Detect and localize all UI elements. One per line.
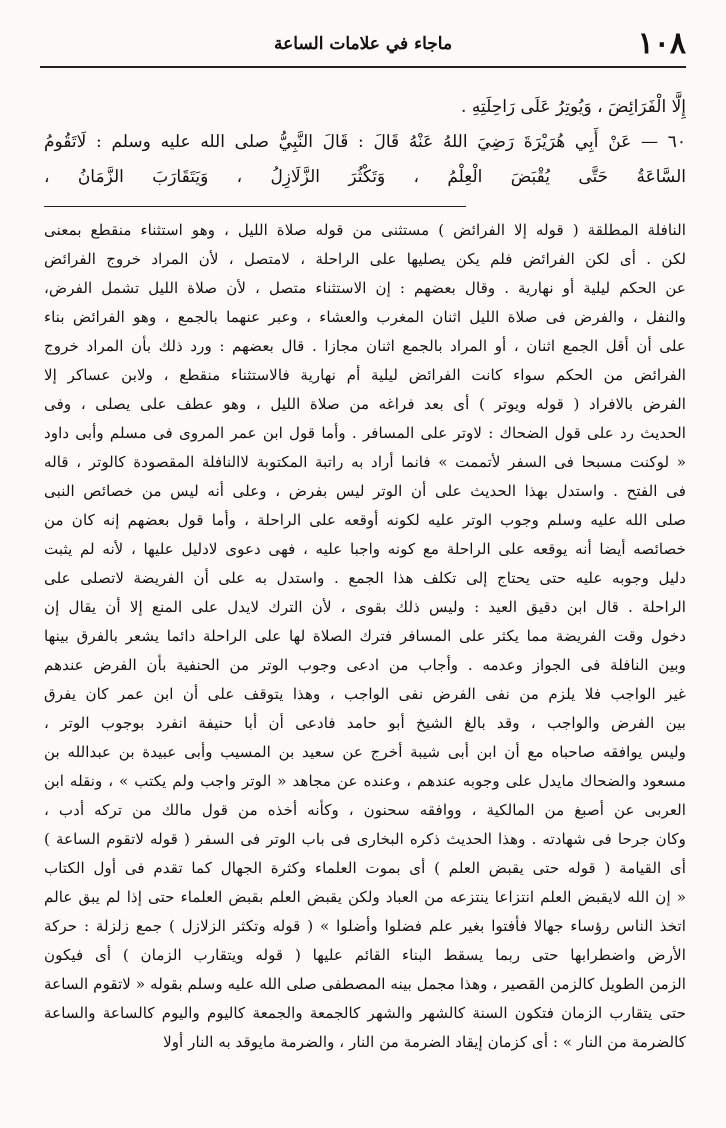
commentary-line: دخول وقت الفريضة مما يكثر على المسافر فترك الصلاة لها على الراحلة دائما يشعر بالفرق بينها bbox=[44, 627, 686, 645]
page-number: ١٠٨ bbox=[637, 26, 686, 61]
commentary-line: وليس يوافقه صاحباه مع أن ابن أبى شيبة أخرج عن سعيد بن المسيب وأبى عبيدة بن عبدالله بن bbox=[44, 743, 686, 761]
commentary-line: بين الفرض والواجب ، وقد بالغ الشيخ أبو حامد فادعى أن أبا حنيفة انفرد بوجوب الوتر ، bbox=[44, 714, 686, 732]
commentary-line: فى الفتح . واستدل بهذا الحديث على أن الوتر ليس بفرض ، وعلى أنه ليس من خصائص النبى bbox=[44, 482, 686, 500]
commentary-line: صلى الله عليه وسلم وجوب الوتر عليه لكونه أوقعه على الراحلة ، وأما قول بعضهم إنه كان من bbox=[44, 511, 686, 529]
commentary-line: النافلة المطلقة ( قوله إلا الفرائض ) مستثنى من قوله صلاة الليل ، وهو استثناء منقطع بمعنى bbox=[44, 221, 686, 239]
commentary-line: على أن أقل الجمع اثنان ، أو المراد بالجمع اثنان مجازا . قال بعضهم : ورد ذلك بأن المراد خروج bbox=[44, 337, 686, 355]
footnote-separator bbox=[44, 206, 466, 207]
commentary-line: عن الحكم ليلية أو نهارية . وقال بعضهم : إن الاستثناء متصل ، لأن صلاة الليل تشمل الفرض، bbox=[44, 279, 686, 297]
commentary-line: « إن الله لايقبض العلم انتزاعا ينتزعه من العباد ولكن يقبض العلم بقبض العلماء حتى إذا لم يبق عالم bbox=[44, 888, 686, 906]
commentary-line: خصائصه أيضا أنه يوقعه على الراحلة مع كونه واجبا عليه ، فهى دعوى لادليل عليها ، لأنه لم يثبت bbox=[44, 540, 686, 558]
commentary-line: غير الواجب فلا يلزم من نفى الفرض نفى الواجب ، وهذا يتوقف على أن ابن عمر كان يفرق bbox=[44, 685, 686, 703]
commentary-line: الفرائض من الحكم سواء كانت الفرائض ليلية أم نهارية فالاستثناء منقطع ، ولابن عساكر إلا bbox=[44, 366, 686, 384]
page-header bbox=[40, 22, 686, 68]
commentary-line: والنفل ، والفرض فى صلاة الليل اثنان المغرب والعشاء ، وعبر عنهما بالجمع ، وهو الفرائض بناء bbox=[44, 308, 686, 326]
running-title: ماجاء في علامات الساعة bbox=[273, 34, 453, 54]
commentary-line: لكن . أى لكن الفرائض فلم يكن يصليها على الراحلة ، لامتصل ، لأن المراد خروج الفرائض bbox=[44, 250, 686, 268]
commentary-line: وبين النافلة فى الجواز وعدمه . وأجاب من ادعى وجوب الوتر من الحنفية بأن الفرض عندهم bbox=[44, 656, 686, 674]
commentary-text bbox=[44, 216, 686, 1057]
commentary-line: الفرض بالافراد ( قوله ويوتر ) أى بعد فراغه من صلاة الليل ، وهو عطف على يصلى ، وفى bbox=[44, 395, 686, 413]
commentary-line: وكان جرحا فى شهادته . وهذا الحديث ذكره البخارى فى باب الوتر فى السفر ( قوله لاتقوم الساعة ) bbox=[44, 830, 686, 848]
commentary-line: الحديث رد على قول الضحاك : لاوتر على المسافر . وأما قول ابن عمر المروى فى مسلم وأبى داود bbox=[44, 424, 686, 442]
commentary-line: دليل وجوبه عليه حتى يحتاج إلى تكلف هذا الجمع . واستدل به على أن الفريضة لاتصلى على bbox=[44, 569, 686, 587]
commentary-line: العربى عن أصبغ من المالكية ، ووافقه سحنون ، وكأنه أخذه من قول مالك من تركه أدب ، bbox=[44, 801, 686, 819]
hadith-line: السَّاعَةُ حَتَّى يُقْبَضَ الْعِلْمُ ، وَتَكْثُرَ الزَّلَازِلُ ، وَيَتَقَارَبَ الزَّمَانُ ، bbox=[44, 167, 686, 187]
commentary-line: الزمن الطويل كالزمن القصير ، وهذا مجمل بينه المصطفى صلى الله عليه وسلم بقوله « لاتقوم الساعة bbox=[44, 975, 686, 993]
commentary-line: حتى يتقارب الزمان فتكون السنة كالشهر والشهر كالجمعة والجمعة كاليوم واليوم كالساعة والساعة bbox=[44, 1004, 686, 1022]
hadith-text bbox=[44, 90, 686, 195]
hadith-line: ٦٠ — عَنْ أَبِي هُرَيْرَةَ رَضِيَ اللهُ عَنْهُ قَالَ : قَالَ النَّبِيُّ صلى الله عليه وسلم : لَاتَقُومُ bbox=[44, 132, 686, 152]
hadith-line: إِلَّا الْفَرَائِضَ ، وَيُوتِرُ عَلَى رَاحِلَتِهِ . bbox=[461, 97, 686, 117]
commentary-line: « لوكنت مسبحا فى السفر لأتممت » فانما أراد به راتبة المكتوبة لاالنافلة المقصودة كالوتر ، قاله bbox=[44, 453, 686, 471]
commentary-line: أى القيامة ( قوله حتى يقبض العلم ) أى بموت العلماء وكثرة الجهال كما تقدم فى أول الكتاب bbox=[44, 859, 686, 877]
commentary-line: مسعود والضحاك مايدل على وجوبه عندهم ، وعنده عن مجاهد « الوتر واجب ولم يكتب » ، ونقله ابن bbox=[44, 772, 686, 790]
commentary-line: اتخذ الناس رؤساء جهالا فأفتوا بغير علم فضلوا وأضلوا » ( قوله وتكثر الزلازل ) جمع زلزلة : حركة bbox=[44, 917, 686, 935]
commentary-line: الراحلة . قال ابن دقيق العيد : وليس ذلك بقوى ، لأن الترك لايدل على المنع إلا أن يقال إن bbox=[44, 598, 686, 616]
commentary-line: الأرض واضطرابها حتى ربما يسقط البناء القائم عليها ( قوله ويتقارب الزمان ) أى فيكون bbox=[44, 946, 686, 964]
commentary-line: كالضرمة من النار » : أى كزمان إيقاد الضرمة من النار ، والضرمة مايوقد به النار أولا bbox=[163, 1033, 686, 1051]
